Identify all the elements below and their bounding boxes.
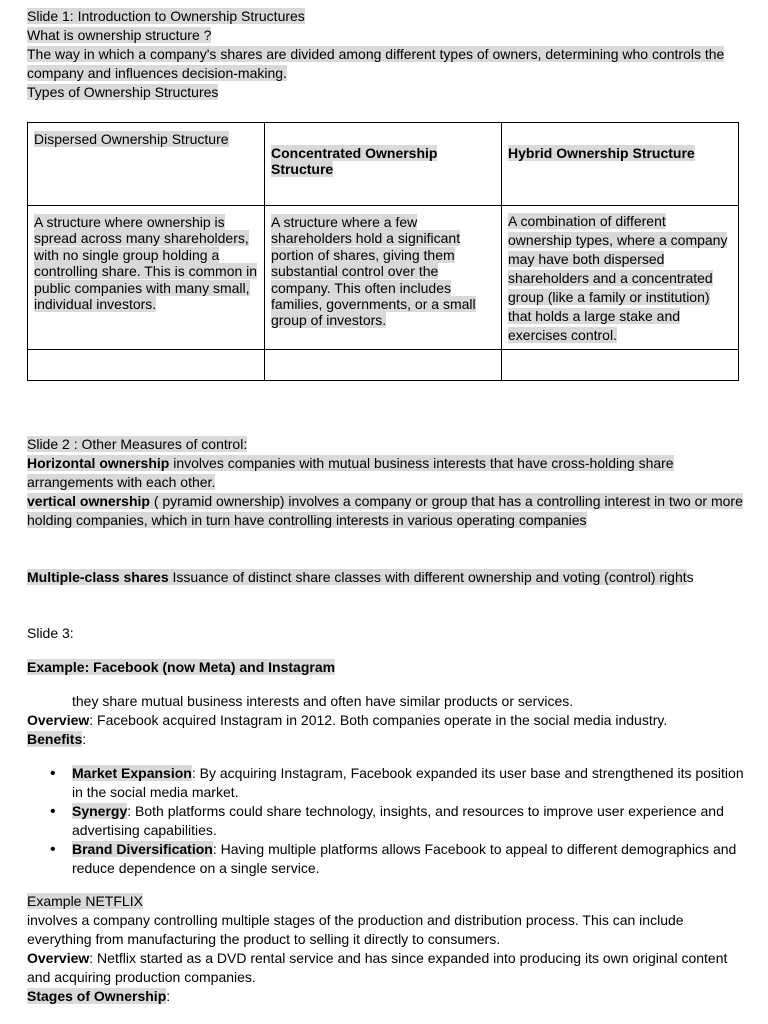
netflix-heading: Example NETFLIX <box>27 893 143 909</box>
header-concentrated: Concentrated Ownership Structure <box>270 145 438 178</box>
slide2-title: Slide 2 : Other Measures of control: <box>27 436 248 452</box>
slide1-question: What is ownership structure ? <box>27 27 212 43</box>
list-item: • Brand Diversification: Having multiple platforms allows Facebook to appeal to different demographics and reduce dependence on a single service. <box>72 840 768 878</box>
table-header-row <box>28 123 739 206</box>
header-dispersed: Dispersed Ownership Structure <box>34 131 229 147</box>
table-cell <box>28 206 265 350</box>
table-cell <box>264 350 501 381</box>
horizontal-ownership-line2: arrangements with each other. <box>27 474 216 490</box>
netflix-overview-line1: Overview: Netflix started as a DVD rental service and has since expanded into producing its own original content <box>27 950 728 966</box>
table-empty-row <box>28 350 739 381</box>
table-header-cell <box>28 123 265 206</box>
desc-hybrid: A combination of different ownership types, where a company may have both dispersed shareholders and a concentrated group (like a family or institution) that holds a large stake and exercises control. <box>508 213 728 343</box>
benefits-list <box>27 764 768 878</box>
ownership-types-table <box>27 122 739 381</box>
slide1-definition-line2: company and influences decision-making. <box>27 65 287 81</box>
table-header-cell <box>502 123 739 206</box>
netflix-text-line2: everything from manufacturing the product to selling it directly to consumers. <box>27 931 501 947</box>
desc-concentrated: A structure where a few shareholders hold a significant portion of shares, giving them substantial control over the company. This often includes families, governments, or a small group of investors. <box>270 214 476 329</box>
list-item: • Synergy: Both platforms could share technology, insights, and resources to improve user experience and advertising capabilities. <box>72 802 768 840</box>
stages-of-ownership-label: Stages of Ownership: <box>27 988 171 1004</box>
table-cell <box>264 206 501 350</box>
facebook-example-heading: Example: Facebook (now Meta) and Instagram <box>27 659 336 675</box>
netflix-overview-line2: and acquiring production companies. <box>27 969 256 985</box>
multiple-class-shares: Multiple-class shares Issuance of distinct share classes with different ownership and voting (control) rights <box>27 569 694 585</box>
netflix-text-line1: involves a company controlling multiple stages of the production and distribution process. This can include <box>27 912 684 928</box>
table-header-cell <box>264 123 501 206</box>
types-heading: Types of Ownership Structures <box>27 84 219 100</box>
slide3-title: Slide 3: <box>27 625 74 641</box>
table-cell <box>502 350 739 381</box>
benefits-label: Benefits: <box>27 731 87 747</box>
vertical-ownership-line1: vertical ownership ( pyramid ownership) involves a company or group that has a controlling interest in two or more <box>27 493 743 509</box>
desc-dispersed: A structure where ownership is spread across many shareholders, with no single group holding a controlling share. This is common in public companies with many small, individual investors. <box>34 214 258 313</box>
table-cell <box>502 206 739 350</box>
facebook-overview: Overview: Facebook acquired Instagram in 2012. Both companies operate in the social media industry. <box>27 712 668 728</box>
slide1-title: Slide 1: Introduction to Ownership Structures <box>27 8 305 24</box>
vertical-ownership-line2: holding companies, which in turn have controlling interests in various operating companies <box>27 512 587 528</box>
indented-line: they share mutual business interests and often have similar products or services. <box>72 693 574 709</box>
slide1-definition-line1: The way in which a company's shares are divided among different types of owners, determining who controls the <box>27 46 725 62</box>
table-row <box>28 206 739 350</box>
table-cell <box>28 350 265 381</box>
header-hybrid: Hybrid Ownership Structure <box>508 145 695 161</box>
list-item: • Market Expansion: By acquiring Instagram, Facebook expanded its user base and strengthened its position in the social media market. <box>72 764 768 802</box>
horizontal-ownership-line1: Horizontal ownership involves companies with mutual business interests that have cross-holding share <box>27 455 674 471</box>
